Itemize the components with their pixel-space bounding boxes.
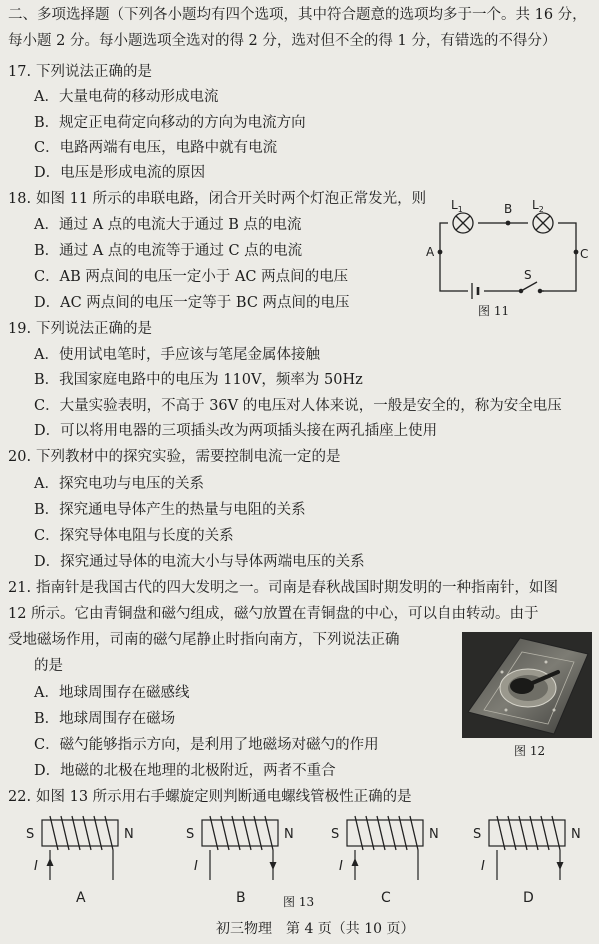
q21-stem-line3: 受地磁场作用，司南的磁勺尾静止时指向南方，下列说法正确 [8, 632, 400, 648]
q21-stem-line2: 12 所示。它由青铜盘和磁勺组成，磁勺放置在青铜盘的中心，可以自由转动。由于 [8, 606, 539, 622]
figure12-caption: 图 12 [514, 744, 546, 758]
point-a-dot [438, 250, 443, 255]
current-arrow [352, 858, 359, 866]
q21-option-b: B．地球周围存在磁场 [34, 711, 176, 727]
q17-option-a: A．大量电荷的移动形成电流 [34, 89, 219, 105]
q21-stem-line4: 的是 [34, 658, 63, 674]
label-l1: $L_1$ [451, 198, 463, 214]
q19-option-a: A．使用试电笔时，手应该与笔尾金属体接触 [34, 347, 320, 363]
q19-number: 19. [8, 321, 32, 337]
section-header-line1: 二、多项选择题（下列各小题均有四个选项，其中符合题意的选项均多于一个。共 16 分， [8, 7, 587, 23]
label-a: A [426, 245, 435, 259]
solenoid-a [26, 816, 134, 906]
q19-option-c: C．大量实验表明，不高于 36V 的电压对人体来说，一般是安全的，称为安全电压 [34, 398, 562, 414]
figure12-sinan-compass-photo [462, 632, 592, 738]
q18-number: 18. [8, 191, 32, 207]
solenoid-c [331, 816, 439, 906]
point-c-dot [574, 250, 579, 255]
section-header-line2: 每小题 2 分。每小题选项全选对的得 2 分，选对但不全的得 1 分，有错选的不得分） [8, 33, 557, 49]
label-s: S [524, 268, 532, 282]
q17-option-b: B．规定正电荷定向移动的方向为电流方向 [34, 115, 306, 131]
point-b-dot [506, 221, 511, 226]
q21-option-d: D．地磁的北极在地理的北极附近，两者不重合 [34, 763, 336, 779]
current-arrow [270, 862, 277, 870]
q20-stem: 下列教材中的探究实验，需要控制电流一定的是 [36, 449, 341, 465]
figure11-caption: 图 11 [478, 304, 510, 318]
current-label: I [34, 859, 38, 874]
q18-stem: 如图 11 所示的串联电路，闭合开关时两个灯泡正常发光，则 [36, 191, 427, 207]
solenoid-option-label: D [523, 890, 534, 906]
label-c: C [580, 247, 589, 261]
q18-option-d: D．AC 两点间的电压一定等于 BC 两点间的电压 [34, 295, 350, 311]
figure13-caption: 图 13 [283, 895, 315, 909]
label-b: B [504, 202, 513, 216]
lamp-l2-symbol [533, 213, 553, 233]
label-l2: $L_2$ [532, 198, 544, 214]
pole-right-label: N [284, 827, 294, 842]
pole-left-label: S [331, 827, 340, 842]
q22-stem: 如图 13 所示用右手螺旋定则判断通电螺线管极性正确的是 [36, 789, 412, 805]
q21-number: 21. [8, 580, 32, 596]
current-arrow [557, 862, 564, 870]
lamp-l1-symbol [453, 213, 473, 233]
pole-left-label: S [26, 827, 35, 842]
current-label: I [339, 859, 343, 874]
q19-option-b: B．我国家庭电路中的电压为 110V，频率为 50Hz [34, 372, 363, 388]
pole-right-label: N [124, 827, 134, 842]
q21-option-a: A．地球周围存在磁感线 [34, 685, 190, 701]
q18-option-b: B．通过 A 点的电流等于通过 C 点的电流 [34, 243, 303, 259]
solenoid-option-label: C [381, 890, 391, 906]
q19-stem: 下列说法正确的是 [36, 321, 152, 337]
q18-option-c: C．AB 两点间的电压一定小于 AC 两点间的电压 [34, 269, 349, 285]
q20-option-c: C．探究导体电阻与长度的关系 [34, 528, 234, 544]
q18-option-a: A．通过 A 点的电流大于通过 B 点的电流 [34, 217, 302, 233]
q21-option-c: C．磁勺能够指示方向，是利用了地磁场对磁勺的作用 [34, 737, 379, 753]
q21-stem-line1: 指南针是我国古代的四大发明之一。司南是春秋战国时期发明的一种指南针，如图 [36, 580, 558, 596]
q19-option-d: D．可以将用电器的三项插头改为两项插头接在两孔插座上使用 [34, 423, 438, 439]
current-label: I [481, 859, 485, 874]
pole-right-label: N [429, 827, 439, 842]
q22-number: 22. [8, 789, 32, 805]
pole-right-label: N [571, 827, 581, 842]
current-arrow [47, 858, 54, 866]
q20-option-b: B．探究通电导体产生的热量与电阻的关系 [34, 502, 306, 518]
pole-left-label: S [186, 827, 195, 842]
q17-option-d: D．电压是形成电流的原因 [34, 165, 206, 181]
solenoid-option-label: A [76, 890, 86, 906]
solenoid-option-label: B [236, 890, 246, 906]
pole-left-label: S [473, 827, 482, 842]
q20-option-a: A．探究电功与电压的关系 [34, 476, 204, 492]
solenoid-d [473, 816, 581, 906]
q17-option-c: C．电路两端有电压，电路中就有电流 [34, 140, 278, 156]
q20-number: 20. [8, 449, 32, 465]
q20-option-d: D．探究通过导体的电流大小与导体两端电压的关系 [34, 554, 365, 570]
q17-number: 17. [8, 64, 32, 80]
current-label: I [194, 859, 198, 874]
solenoid-b [186, 816, 294, 906]
q17-stem: 下列说法正确的是 [36, 64, 152, 80]
page-footer: 初三物理 第 4 页（共 10 页） [216, 921, 415, 937]
